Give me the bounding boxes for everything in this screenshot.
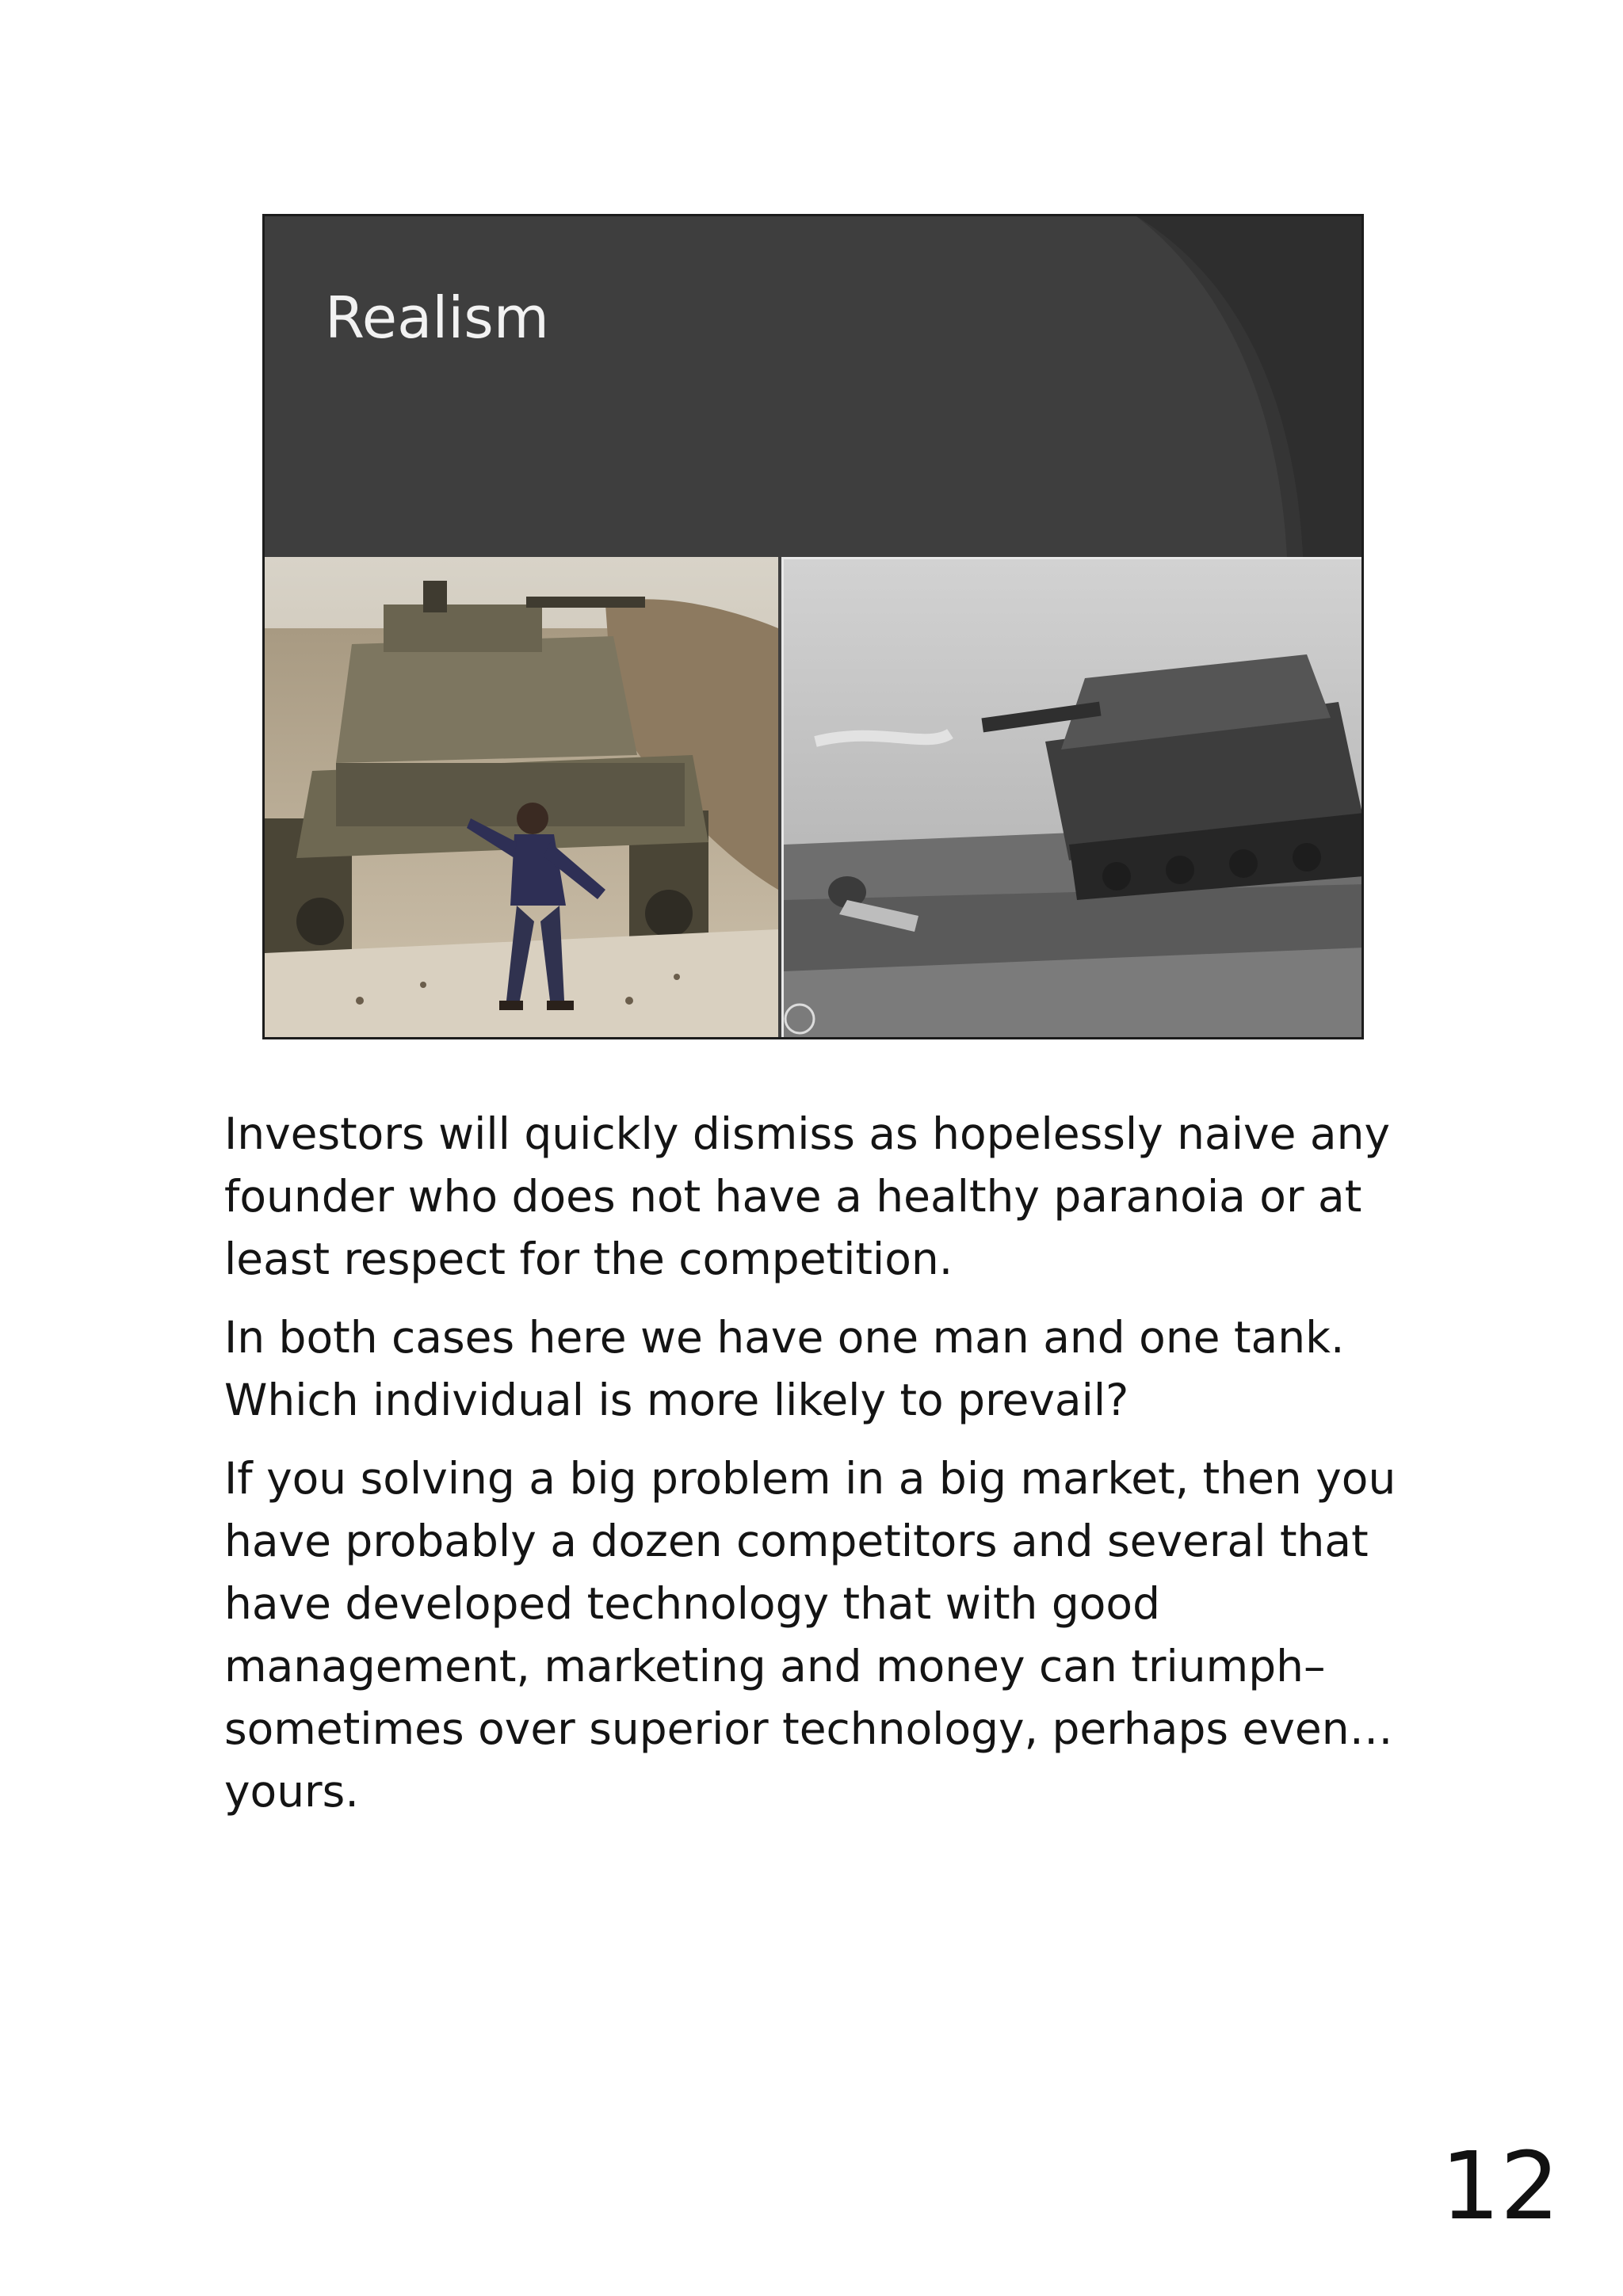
embedded-slide <box>262 214 1364 1039</box>
header-swoosh-decoration <box>265 216 1361 557</box>
page-number: 12 <box>1440 2131 1560 2241</box>
slide-title: Realism <box>325 284 549 351</box>
soldier-facing-tank-photo <box>781 557 1364 1039</box>
paragraph-competitors: If you solving a big problem in a big market, then you have probably a dozen competitors and several that have developed technology that with good management, marketing and money can triumph– sometimes over superior technology, perhaps even…yours. <box>224 1453 1396 1817</box>
slide-header <box>265 216 1361 557</box>
paragraph-investors: Investors will quickly dismiss as hopelessly naive any founder who does not have a healthy paranoia or at least respect for the competition. <box>224 1108 1391 1284</box>
man-throwing-stone-at-tank-photo <box>265 557 778 1039</box>
paragraph-one-man-one-tank: In both cases here we have one man and one tank. Which individual is more likely to prevail? <box>224 1312 1345 1425</box>
notes-text <box>224 1103 1413 1839</box>
